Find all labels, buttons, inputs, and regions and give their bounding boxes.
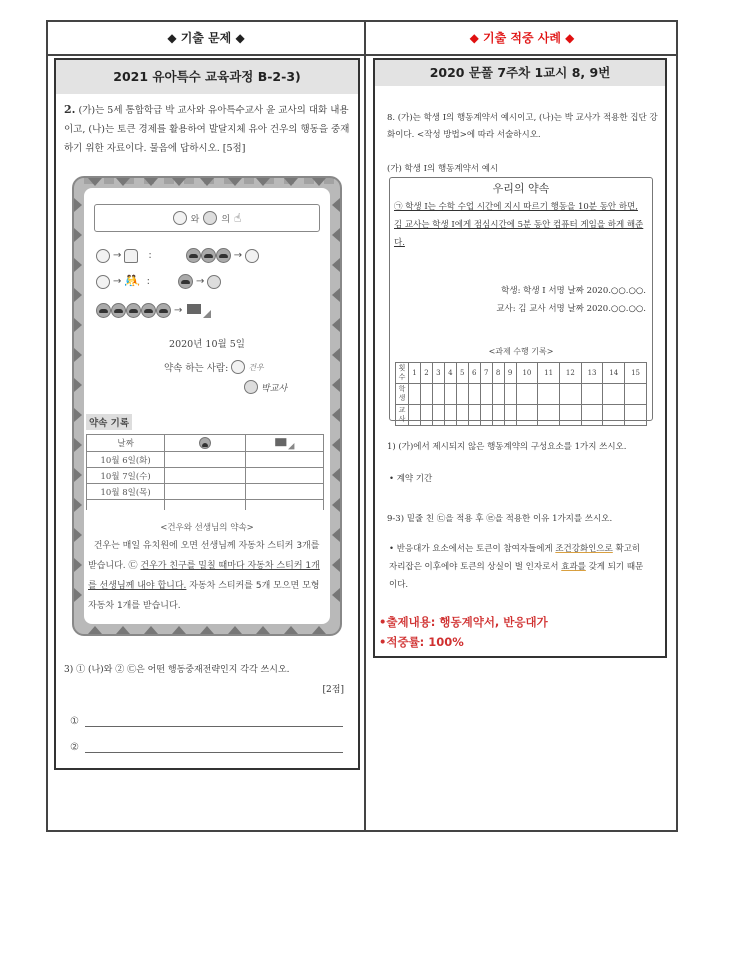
task-header-row: [396, 363, 647, 384]
task-cell: [492, 405, 504, 426]
frame-triangle-decoration: [256, 178, 270, 186]
task-cell: [559, 384, 581, 405]
boy-face-icon: [231, 360, 245, 374]
answer-line-2: [70, 740, 343, 753]
frame-triangle-decoration: [228, 178, 242, 186]
promise-line-1: 건우는 매일 유치원에 오면 선생님께 자동차 스티커 3개를 받습니다.: [88, 541, 320, 571]
matching-case-title: 2020 문풀 7주차 1교시 8, 9번: [375, 60, 665, 86]
answer-marker-1: ①: [70, 716, 79, 727]
task-cell: [480, 384, 492, 405]
task-column-number: 2: [420, 363, 432, 384]
toy-bulldozer-icon: [185, 302, 211, 318]
answer-line-1: [70, 714, 343, 727]
frame-triangle-decoration: [332, 498, 340, 512]
task-cell: [444, 384, 456, 405]
frame-triangle-decoration: [74, 198, 82, 212]
record-table: [86, 434, 324, 510]
comparison-table: [46, 20, 678, 832]
teacher-signature: 교사: 김 교사 서명 날짜 2020.○○.○○.: [496, 304, 646, 314]
record-label: 약속 기록: [86, 414, 132, 430]
task-cell: [559, 405, 581, 426]
header-row: [48, 22, 676, 56]
frame-triangle-decoration: [312, 178, 326, 186]
frame-triangle-decoration: [74, 558, 82, 572]
arrow-icon: →: [233, 250, 243, 261]
car-sticker-icon: [96, 303, 111, 318]
car-sticker-icon: [216, 248, 231, 263]
task-column-number: 1: [409, 363, 421, 384]
kindergarten-icon: [124, 249, 138, 263]
task-cell: [603, 384, 625, 405]
table-row: [87, 452, 324, 468]
car-sticker-icon: [126, 303, 141, 318]
frame-triangle-decoration: [332, 468, 340, 482]
frame-triangle-decoration: [332, 198, 340, 212]
arrow-icon: →: [113, 276, 122, 287]
frame-triangle-decoration: [74, 288, 82, 302]
signature-teacher: 박교사: [261, 383, 288, 394]
question-text: [64, 100, 350, 158]
token-economy-frame: [72, 176, 342, 636]
task-cell: [456, 405, 468, 426]
answer-2-highlight: 효과를: [561, 562, 586, 572]
frame-triangle-decoration: [332, 438, 340, 452]
frame-triangle-decoration: [256, 626, 270, 634]
frame-triangle-decoration: [312, 626, 326, 634]
frame-triangle-decoration: [74, 438, 82, 452]
icon-row-3: [96, 302, 211, 318]
frame-triangle-decoration: [284, 178, 298, 186]
task-cell: [603, 405, 625, 426]
marker-c: ㉢: [128, 561, 138, 571]
task-cell: [516, 405, 538, 426]
task-cell: [420, 405, 432, 426]
task-cell: [538, 384, 560, 405]
answer-1: • 계약 기간: [389, 474, 433, 484]
title-conj-1: 와: [190, 214, 200, 225]
task-cell: [468, 405, 480, 426]
frame-triangle-decoration: [74, 378, 82, 392]
summary-hit-rate: •적중률: 100%: [379, 635, 464, 649]
task-record-title: <과제 수행 기록>: [488, 347, 554, 356]
record-cell: [245, 452, 323, 468]
record-cell: [245, 484, 323, 500]
frame-triangle-decoration: [88, 178, 102, 186]
table-row: [396, 384, 647, 405]
frame-triangle-decoration: [332, 558, 340, 572]
record-date: 10월 8일(목): [87, 484, 165, 500]
signers-line: [164, 360, 264, 374]
icon-row-1: [96, 248, 259, 263]
frame-triangle-decoration: [172, 178, 186, 186]
record-cell: [165, 484, 246, 500]
answer-2: [389, 540, 651, 594]
frame-triangle-decoration: [74, 498, 82, 512]
promise-title: <건우와 선생님의 약속>: [160, 523, 254, 533]
answer-blank-2: [85, 740, 343, 753]
frame-triangle-decoration: [116, 178, 130, 186]
frame-triangle-decoration: [116, 626, 130, 634]
answer-2-part: • 반응대가 요소에서는 토큰이 참여자들에게: [389, 544, 556, 554]
pinky-promise-icon: ☝: [234, 211, 242, 225]
frame-triangle-decoration: [88, 626, 102, 634]
points-label: [2점]: [322, 685, 344, 695]
table-continuation-row: [87, 500, 324, 511]
arrow-icon: →: [174, 304, 183, 316]
task-column-number: 10: [516, 363, 538, 384]
task-column-number: 15: [625, 363, 647, 384]
task-column-number: 12: [559, 363, 581, 384]
sub-question: 3) ① (나)와 ② ㉢은 어떤 행동중재전략인지 각각 쓰시오.: [64, 665, 290, 675]
exam-question-title: 2021 유아특수 교육과정 B-2-3): [56, 60, 358, 94]
task-cell: [581, 405, 603, 426]
icon-row-2: [96, 274, 221, 289]
frame-triangle-decoration: [74, 588, 82, 602]
record-cell: [165, 468, 246, 484]
frame-triangle-decoration: [332, 288, 340, 302]
task-cell: [444, 405, 456, 426]
car-sticker-icon: [141, 303, 156, 318]
boy-face-icon: [245, 249, 259, 263]
answer-2-part: 확고히 자리잡은 이후에야 토큰의 상실이 벌 인자로서: [389, 544, 641, 572]
car-sticker-icon: [201, 248, 216, 263]
frame-triangle-decoration: [332, 588, 340, 602]
frame-triangle-decoration: [200, 626, 214, 634]
car-sticker-icon: [199, 437, 211, 449]
task-cell: [516, 384, 538, 405]
car-sticker-icon: [186, 248, 201, 263]
record-date: 10월 6일(화): [87, 452, 165, 468]
task-column-number: 8: [492, 363, 504, 384]
summary-content: •출제내용: 행동계약서, 반응대가: [379, 615, 548, 629]
record-header-toy: [245, 435, 323, 452]
frame-triangle-decoration: [144, 626, 158, 634]
column-divider: [364, 22, 366, 830]
frame-triangle-decoration: [144, 178, 158, 186]
colon: :: [148, 250, 152, 261]
frame-triangle-decoration: [74, 408, 82, 422]
task-cell: [625, 405, 647, 426]
task-column-number: 14: [603, 363, 625, 384]
task-row-label: 교 사: [396, 405, 409, 426]
left-column-title: ◆ 기출 문제 ◆: [167, 31, 245, 45]
car-sticker-icon: [111, 303, 126, 318]
teacher-face-icon: [203, 211, 217, 225]
promise-text: [88, 536, 326, 616]
answer-blank-1: [85, 714, 343, 727]
task-cell: [409, 384, 421, 405]
task-cell: [420, 384, 432, 405]
frame-triangle-decoration: [332, 348, 340, 362]
arrow-icon: →: [113, 250, 122, 261]
student-signature: 학생: 학생 I 서명 날짜 2020.○○.○○.: [501, 286, 646, 296]
frame-content: [84, 188, 330, 624]
task-row-label: 학 생: [396, 384, 409, 405]
frame-triangle-decoration: [332, 228, 340, 242]
table-row: [87, 484, 324, 500]
contract-date: 2020년 10월 5일: [169, 339, 245, 350]
signers-label: 약속 하는 사람:: [164, 363, 229, 374]
task-column-number: 9: [504, 363, 516, 384]
signature-child: 건우: [248, 362, 264, 372]
right-column-title: ◆ 기출 적중 사례 ◆: [469, 31, 575, 45]
task-cell: [538, 405, 560, 426]
contract-body: ㉠ 학생 I는 수학 수업 시간에 지시 따르기 행동을 10분 동안 하면, 김 교사는 학생 I에게 점심시간에 5분 동안 컴퓨터 게임을 하게 해준다.: [394, 202, 644, 248]
frame-triangle-decoration: [228, 626, 242, 634]
task-column-number: 7: [480, 363, 492, 384]
task-cell: [468, 384, 480, 405]
frame-triangle-decoration: [74, 318, 82, 332]
record-header-date: 날짜: [87, 435, 165, 452]
task-column-number: 3: [432, 363, 444, 384]
frame-triangle-decoration: [172, 626, 186, 634]
matching-case-panel: [373, 58, 667, 658]
frame-triangle-decoration: [332, 318, 340, 332]
task-column-number: 5: [456, 363, 468, 384]
arrow-icon: →: [195, 276, 205, 287]
task-cell: [432, 384, 444, 405]
record-header-sticker: [165, 435, 246, 452]
task-cell: [504, 405, 516, 426]
table-row: [396, 405, 647, 426]
record-cell: [165, 452, 246, 468]
task-cell: [456, 384, 468, 405]
teacher-face-icon: [207, 275, 221, 289]
colon: :: [146, 276, 150, 287]
frame-triangle-decoration: [332, 528, 340, 542]
record-date: 10월 7일(수): [87, 468, 165, 484]
answer-marker-2: ②: [70, 742, 79, 753]
task-column-number: 6: [468, 363, 480, 384]
frame-triangle-decoration: [332, 378, 340, 392]
answer-2-highlight: 조건강화인으로: [555, 544, 613, 554]
title-conj-2: 의: [221, 214, 231, 225]
pushing-friend-icon: 🤼: [124, 274, 141, 289]
right-question-text: 8. (가)는 학생 I의 행동계약서 예시이고, (나)는 박 교사가 적용한 집단 강화이다. <작성 방법>에 따라 서술하시오.: [387, 113, 658, 140]
task-cell: [625, 384, 647, 405]
contract-example-label: (가) 학생 I의 행동계약서 예시: [387, 164, 499, 174]
answer-2-part: 갖게 되기 때문이다.: [389, 562, 644, 590]
frame-triangle-decoration: [74, 528, 82, 542]
table-row: [87, 468, 324, 484]
question-body: (가)는 5세 통합학급 박 교사와 유아특수교사 윤 교사의 대화 내용이고, (나)는 토큰 경제를 활용하여 발달지체 유아 건우의 행동을 중재하기 위한 자료이다. 물음에 답하시오. [5점]: [64, 105, 350, 154]
car-sticker-icon: [156, 303, 171, 318]
sub-question-1: 1) (가)에서 제시되지 않은 행동계약의 구성요소를 1가지 쓰시오.: [387, 442, 627, 452]
frame-triangle-decoration: [332, 408, 340, 422]
toy-bulldozer-icon: [274, 437, 295, 450]
frame-triangle-decoration: [74, 468, 82, 482]
frame-triangle-decoration: [332, 258, 340, 272]
boy-face-icon: [96, 249, 110, 263]
car-sticker-icon: [178, 274, 193, 289]
task-column-number: 13: [581, 363, 603, 384]
frame-triangle-decoration: [74, 228, 82, 242]
frame-title-box: [94, 204, 320, 232]
sub-question-2: 9-3) 밑줄 친 ㉢을 적용 후 ㉣을 적용한 이유 1가지를 쓰시오.: [387, 514, 613, 524]
task-cell: [432, 405, 444, 426]
promise-line-3: 자동차 스티커를 5개 모으면 모형 자동차 1개를 받습니다.: [88, 581, 320, 611]
boy-face-icon: [173, 211, 187, 225]
contract-title: 우리의 약속: [492, 182, 550, 195]
task-cell: [480, 405, 492, 426]
frame-triangle-decoration: [284, 626, 298, 634]
task-column-number: 4: [444, 363, 456, 384]
task-cell: [492, 384, 504, 405]
task-cell: [409, 405, 421, 426]
task-record-table: [395, 362, 647, 426]
teacher-signature-line: [244, 380, 287, 394]
exam-question-panel: [54, 58, 360, 770]
promise-underlined: 건우가 친구를 밀칠 때마다 자동차 스티커 1개를 선생님께 내야 합니다.: [88, 561, 320, 591]
task-cell: [504, 384, 516, 405]
teacher-face-icon: [244, 380, 258, 394]
frame-triangle-decoration: [200, 178, 214, 186]
boy-face-icon: [96, 275, 110, 289]
record-header-row: [87, 435, 324, 452]
task-column-number: 11: [538, 363, 560, 384]
record-cell: [245, 468, 323, 484]
task-header-label: 횟 수: [396, 363, 409, 384]
behavior-contract: [389, 177, 653, 421]
question-number: 2.: [64, 103, 76, 116]
frame-triangle-decoration: [74, 348, 82, 362]
frame-triangle-decoration: [74, 258, 82, 272]
task-cell: [581, 384, 603, 405]
